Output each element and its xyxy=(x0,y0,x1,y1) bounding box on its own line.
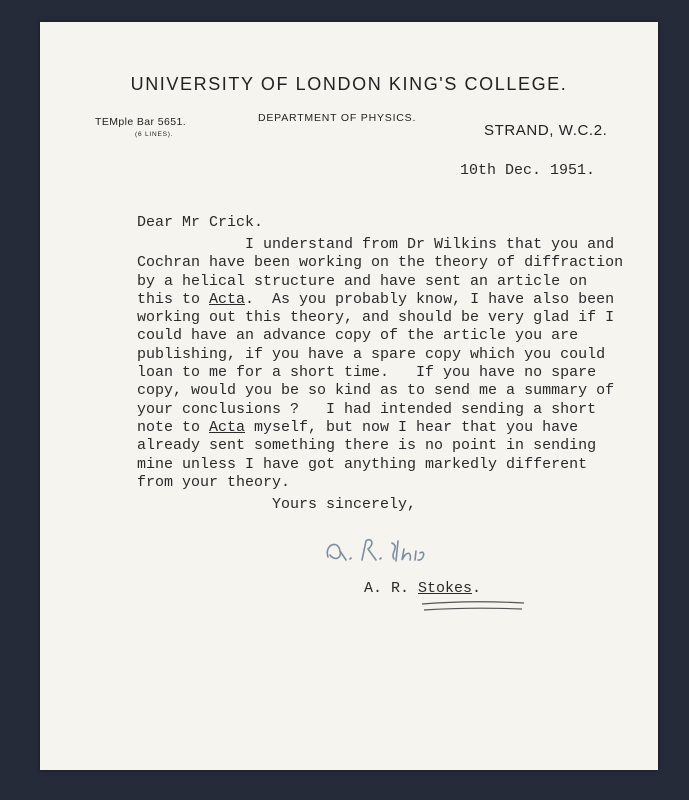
body-line: already sent something there is no point in sending xyxy=(137,437,597,455)
handwritten-signature xyxy=(320,527,440,567)
body-line: I understand from Dr Wilkins that you and xyxy=(137,236,615,253)
body-line: Cochran have been working on the theory of diffraction xyxy=(137,254,624,272)
body-line: could have an advance copy of the article you are xyxy=(137,327,579,345)
body-line: by a helical structure and have sent an article on xyxy=(137,272,588,290)
institution-heading: UNIVERSITY OF LONDON KING'S COLLEGE. xyxy=(130,74,568,94)
body-line: from your theory. xyxy=(137,473,291,491)
letter-date: 10th Dec. 1951. xyxy=(460,162,596,179)
body-line: publishing, if you have a spare copy which you could xyxy=(137,345,606,363)
department-name: DEPARTMENT OF PHYSICS. xyxy=(258,112,417,124)
body-line: your conclusions ? I had intended sending a short xyxy=(137,400,597,418)
name-double-underline xyxy=(420,600,530,614)
phone-number: TEMple Bar 5651. xyxy=(95,116,187,128)
closing: Yours sincerely, xyxy=(272,496,417,513)
body-line: this to Acta. As you probably know, I have also been xyxy=(137,290,615,308)
salutation: Dear Mr Crick. xyxy=(137,214,264,231)
body-line: note to Acta myself, but now I hear that you have xyxy=(137,418,579,436)
letter-body xyxy=(137,236,657,492)
body-line: mine unless I have got anything markedly different xyxy=(137,455,588,473)
body-line: working out this theory, and should be very glad if I xyxy=(137,309,615,327)
letter-page xyxy=(40,22,658,770)
body-line: copy, would you be so kind as to send me a summary of xyxy=(137,382,615,400)
address: STRAND, W.C.2. xyxy=(484,122,608,139)
body-line: loan to me for a short time. If you have no spare xyxy=(137,364,597,382)
phone-lines: (6 LINES). xyxy=(135,131,174,138)
typed-name: A. R. Stokes. xyxy=(364,580,482,597)
